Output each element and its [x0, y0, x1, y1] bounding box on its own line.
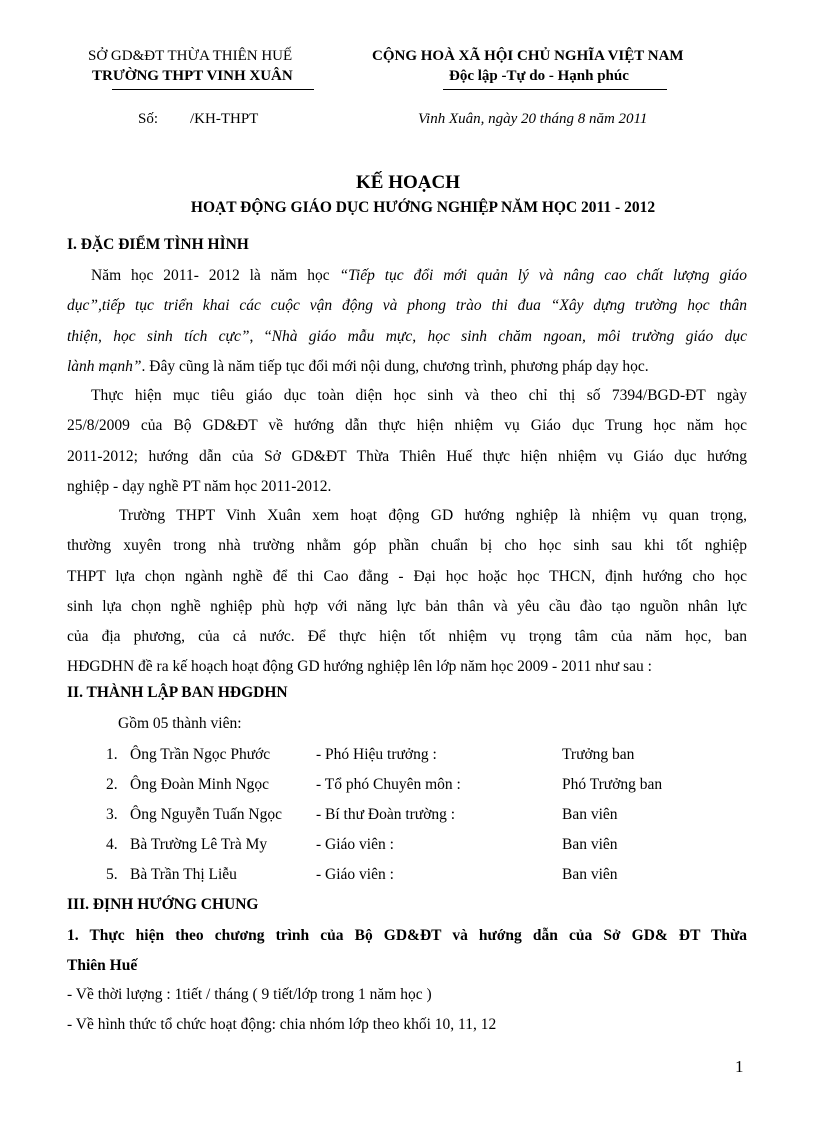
member-role: Ban viên — [562, 866, 618, 883]
member-role: Ban viên — [562, 836, 618, 853]
text-span: . Đây cũng là năm tiếp tục đổi mới nội dung, chương trình, phương pháp dạy học. — [141, 357, 649, 375]
paragraph-line — [67, 291, 747, 321]
document-subtitle: HOẠT ĐỘNG GIÁO DỤC HƯỚNG NGHIỆP NĂM HỌC 2011 - 2012 — [190, 199, 656, 216]
paragraph-line: Trường THPT Vinh Xuân xem hoạt động GD hướng nghiệp là nhiệm vụ quan trọng, — [119, 507, 747, 524]
paragraph-line: của địa phương, của cả nước. Để thực hiện tốt nhiệm vụ trọng tâm của năm học, ban — [67, 628, 747, 646]
section-3-heading: III. ĐỊNH HƯỚNG CHUNG — [67, 896, 259, 913]
section-1-paragraph-1 — [67, 261, 747, 382]
duration-item: - Về thời lượng : 1tiết / tháng ( 9 tiết/lớp trong 1 năm học ) — [67, 986, 432, 1003]
text-span: Năm học 2011- 2012 là năm học — [91, 267, 340, 284]
paragraph-line: Thực hiện mục tiêu giáo dục toàn diện học sinh và theo chỉ thị số 7394/BGD-ĐT ngày — [91, 387, 747, 404]
member-role: Trưởng ban — [562, 746, 635, 763]
member-number: 4. — [106, 836, 118, 853]
member-name: Bà Trần Thị Liễu — [130, 866, 237, 883]
paragraph-line — [67, 322, 747, 352]
paragraph-line: THPT lựa chọn ngành nghề để thi Cao đẳng - Đại học hoặc học THCN, định hướng cho học — [67, 567, 747, 585]
member-role: Phó Trưởng ban — [562, 776, 663, 793]
document-title: KẾ HOẠCH — [356, 172, 460, 193]
quote-span: dục” — [67, 297, 98, 315]
quote-span: Nhà giáo mẫu mực, học sinh chăm ngoan, môi trường giáo dục — [271, 327, 747, 345]
school-name: TRƯỜNG THPT VINH XUÂN — [92, 68, 293, 84]
school-underline — [112, 89, 314, 90]
section-3-subheading — [67, 921, 747, 982]
quote-span: thiện, học sinh tích cực” — [67, 327, 250, 345]
member-number: 3. — [106, 806, 118, 823]
text-span: , “ — [249, 327, 272, 345]
member-position: - Bí thư Đoàn trường : — [316, 806, 456, 823]
member-number: 2. — [106, 776, 118, 793]
quote-span: ,tiếp tục triển khai các cuộc vận động và phong trào thi đua “Xây dựng trường học thân — [98, 297, 747, 315]
member-name: Bà Trường Lê Trà My — [130, 836, 268, 853]
member-number: 1. — [106, 746, 118, 763]
page-number: 1 — [735, 1057, 744, 1076]
member-number: 5. — [106, 866, 118, 883]
country-name: CỘNG HOÀ XÃ HỘI CHỦ NGHĨA VIỆT NAM — [372, 48, 684, 64]
quote-span: lành mạnh” — [67, 357, 142, 375]
member-name: Ông Đoàn Minh Ngọc — [130, 776, 270, 793]
member-role: Ban viên — [562, 806, 618, 823]
paragraph-line: 2011-2012; hướng dẫn của Sở GD&ĐT Thừa Thiên Huế thực hiện nhiệm vụ Giáo dục hướng — [67, 447, 747, 465]
member-position: - Phó Hiệu trưởng : — [316, 746, 437, 763]
document-number-label: Số: — [138, 111, 159, 127]
department-name: SỞ GD&ĐT THỪA THIÊN HUẾ — [88, 48, 293, 64]
motto-underline — [443, 89, 667, 90]
member-position: - Tổ phó Chuyên môn : — [316, 776, 461, 793]
paragraph-line: thường xuyên trong nhà trường nhằm góp phần chuẩn bị cho học sinh sau khi tốt nghiệp — [67, 537, 747, 555]
section-1-paragraph-3 — [67, 501, 747, 683]
paragraph-line: HĐGDHN đề ra kế hoạch hoạt động GD hướng nghiệp lên lớp năm học 2009 - 2011 như sau : — [67, 658, 652, 676]
motto: Độc lập -Tự do - Hạnh phúc — [449, 68, 629, 84]
member-name: Ông Nguyễn Tuấn Ngọc — [130, 806, 282, 823]
paragraph-line: sinh lựa chọn nghề nghiệp phù hợp với năng lực bản thân và yêu cầu đào tạo nguồn nhân lực — [67, 597, 747, 615]
member-name: Ông Trần Ngọc Phước — [130, 746, 271, 763]
paragraph-line — [67, 261, 747, 291]
section-2-heading: II. THÀNH LẬP BAN HĐGDHN — [67, 684, 288, 701]
paragraph-line: nghiệp - dạy nghề PT năm học 2011-2012. — [67, 477, 332, 495]
format-item: - Về hình thức tổ chức hoạt động: chia nhóm lớp theo khối 10, 11, 12 — [67, 1016, 497, 1033]
place-date: Vinh Xuân, ngày 20 tháng 8 năm 2011 — [418, 111, 648, 127]
member-position: - Giáo viên : — [316, 866, 394, 883]
subheading-line: 1. Thực hiện theo chương trình của Bộ GD&ĐT và hướng dẫn của Sở GD& ĐT Thừa — [67, 927, 747, 944]
quote-span: “Tiếp tục đổi mới quản lý và nâng cao chất lượng giáo — [339, 267, 747, 284]
section-1-paragraph-2 — [67, 381, 747, 502]
subheading-line: Thiên Huế — [67, 957, 138, 975]
paragraph-line: 25/8/2009 của Bộ GD&ĐT về hướng dẫn thực hiện nhiệm vụ Giáo dục Trung học năm học — [67, 417, 747, 435]
member-position: - Giáo viên : — [316, 836, 394, 853]
section-1-heading: I. ĐẶC ĐIỂM TÌNH HÌNH — [67, 236, 249, 253]
paragraph-line — [67, 352, 747, 382]
document-number: /KH-THPT — [190, 111, 259, 127]
members-intro: Gồm 05 thành viên: — [118, 715, 242, 732]
